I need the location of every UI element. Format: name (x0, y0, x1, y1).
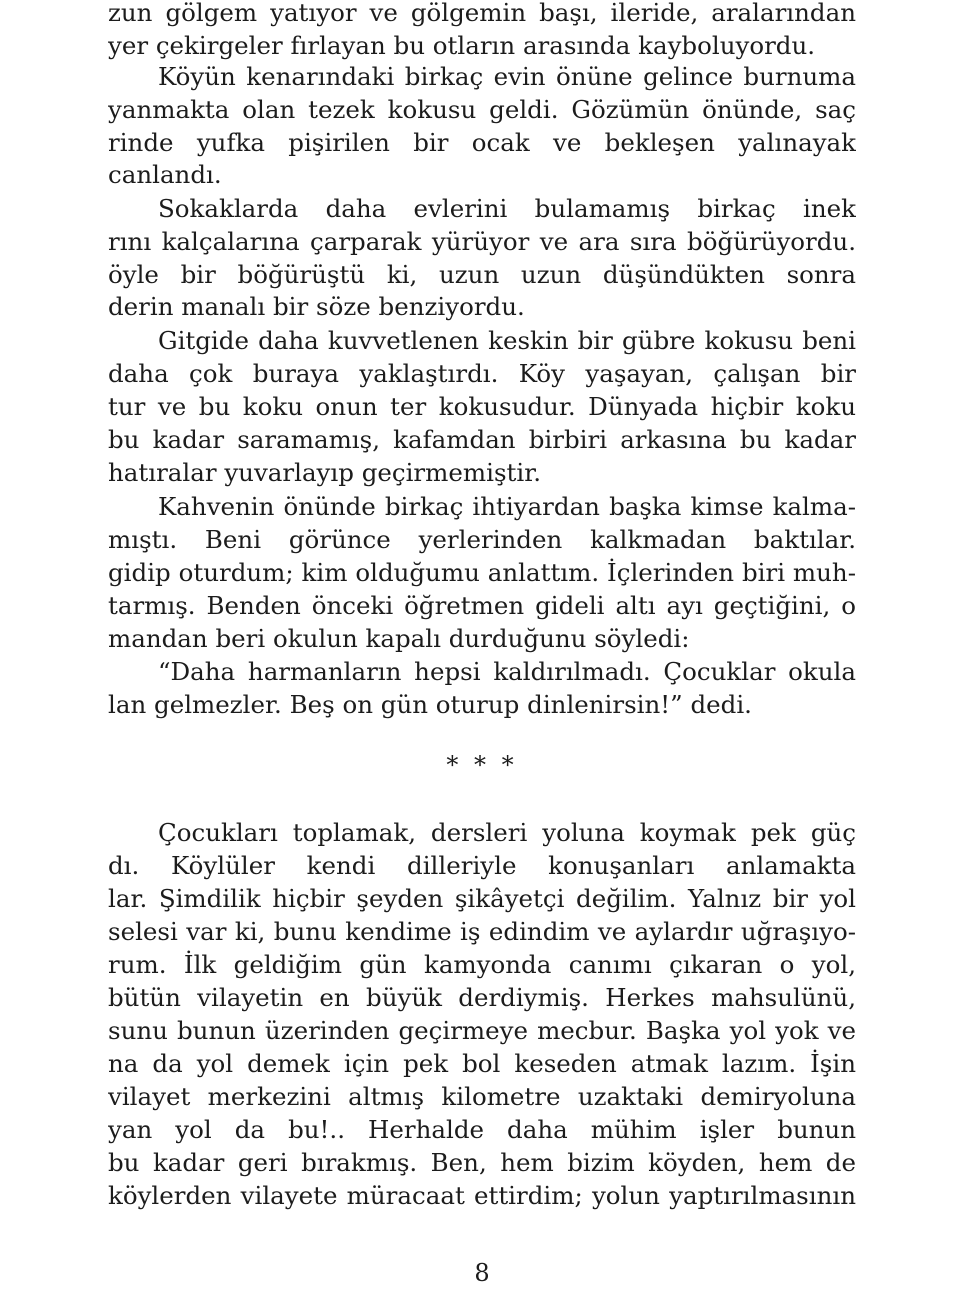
section-separator: * * * (446, 751, 518, 779)
text-line: Köyün kenarındaki birkaç evin önüne gelince burnuma (158, 62, 856, 91)
text-line: selesi var ki, bunu kendime iş edindim ve aylardır uğraşıyo- (108, 917, 856, 946)
text-line: daha çok buraya yaklaştırdı. Köy yaşayan, çalışan bir (108, 359, 856, 388)
text-line: tarmış. Benden önceki öğretmen gideli altı ayı geçtiğini, o (108, 591, 856, 620)
text-line: gidip oturdum; kim olduğumu anlattım. İçlerinden biri muh- (108, 558, 856, 587)
text-line: lan gelmezler. Beş on gün oturup dinlenirsin!” dedi. (108, 690, 752, 719)
text-line: derin manalı bir söze benziyordu. (108, 292, 525, 321)
text-line: “Daha harmanların hepsi kaldırılmadı. Çocuklar okula (158, 657, 856, 686)
text-line: lar. Şimdilik hiçbir şeyden şikâyetçi değilim. Yalnız bir yol (108, 884, 856, 913)
text-line: yer çekirgeler fırlayan bu otların arasında kayboluyordu. (108, 31, 816, 60)
text-line: Gitgide daha kuvvetlenen keskin bir gübre kokusu beni (158, 326, 856, 355)
text-line: rum. İlk geldiğim gün kamyonda canımı çıkaran o yol, (108, 950, 856, 979)
book-page (108, 0, 856, 1287)
text-line: Kahvenin önünde birkaç ihtiyardan başka kimse kalma- (158, 492, 856, 521)
text-line: rinde yufka pişirilen bir ocak ve bekleşen yalınayak (108, 128, 856, 157)
text-line: canlandı. (108, 160, 222, 189)
text-line: öyle bir böğürüştü ki, uzun uzun düşündükten sonra (108, 260, 856, 289)
text-line: bütün vilayetin en büyük derdiymiş. Herkes mahsulünü, (108, 983, 856, 1012)
text-line: bu kadar saramamış, kafamdan birbiri arkasına bu kadar (108, 425, 856, 454)
text-line: mandan beri okulun kapalı durduğunu söyledi: (108, 624, 690, 653)
text-line: mıştı. Beni görünce yerlerinden kalkmadan baktılar. (108, 525, 856, 554)
text-line: zun gölgem yatıyor ve gölgemin başı, ileride, aralarından (108, 0, 856, 27)
text-line: Çocukları toplamak, dersleri yoluna koymak pek güç (158, 818, 856, 847)
page-number: 8 (474, 1259, 490, 1287)
text-line: yan yol da bu!.. Herhalde daha mühim işler bunun (108, 1115, 856, 1144)
text-line: Sokaklarda daha evlerini bulamamış birkaç inek (158, 194, 856, 223)
text-line: tur ve bu koku onun ter kokusudur. Dünyada hiçbir koku (108, 392, 856, 421)
text-line: yanmakta olan tezek kokusu geldi. Gözümün önünde, saç (108, 95, 856, 124)
text-line: rını kalçalarına çarparak yürüyor ve ara sıra böğürüyordu. (108, 227, 856, 256)
text-line: dı. Köylüler kendi dilleriyle konuşanları anlamakta (108, 851, 856, 880)
text-line: köylerden vilayete müracaat ettirdim; yolun yaptırılmasının (108, 1181, 856, 1210)
text-line: sunu bunun üzerinden geçirmeye mecbur. Başka yol yok ve (108, 1016, 856, 1045)
text-line: vilayet merkezini altmış kilometre uzaktaki demiryoluna (108, 1082, 856, 1111)
text-line: hatıralar yuvarlayıp geçirmemiştir. (108, 458, 542, 487)
text-line: na da yol demek için pek bol keseden atmak lazım. İşin (108, 1049, 856, 1078)
text-line: bu kadar geri bırakmış. Ben, hem bizim köyden, hem de (108, 1148, 856, 1177)
